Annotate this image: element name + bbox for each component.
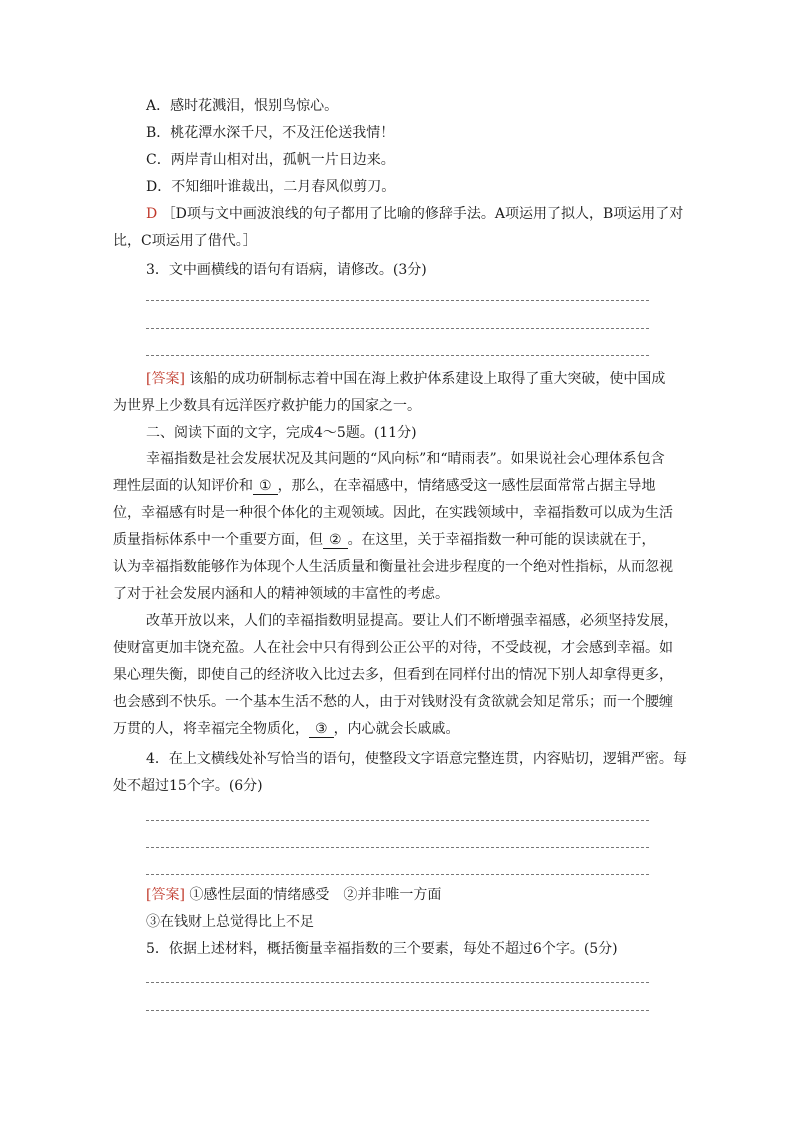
passage-text: 理性层面的认知评价和 [113,478,253,494]
passage-text: ，那么，在幸福感中，情绪感受这一感性层面常常占据主导地 [277,478,656,494]
blank-2: ② [323,532,348,549]
q2-answer-letter: D [146,206,158,222]
passage-p1-line5: 认为幸福指数能够作为体现个人生活质量和衡量社会进步程度的一个绝对性指标，从而忽视 [113,559,673,575]
q4-answer-line2: ③在钱财上总觉得比上不足 [146,914,314,930]
q5-prompt: 5．依据上述材料，概括衡量幸福指数的三个要素，每处不超过6个字。(5分) [146,941,618,957]
option-b: B．桃花潭水深千尺，不及汪伦送我情！ [146,125,395,141]
q2-answer-line2: 比，C项运用了借代。］ [113,233,257,249]
passage-text: 。在这里，关于幸福指数一种可能的误读就在于， [347,532,656,548]
answer-line [146,982,649,983]
q3-answer-line2: 为世界上少数具有远洋医疗救护能力的国家之一。 [113,398,421,414]
q2-answer-explanation: ［D项与文中画波浪线的句子都用了比喻的修辞手法。A项运用了拟人，B项运用了对 [161,206,684,222]
answer-line [146,847,649,848]
q4-prompt-line2: 处不超过15个字。(6分) [113,778,263,794]
option-d: D．不知细叶谁裁出，二月春风似剪刀。 [146,179,396,195]
q3-prompt: 3．文中画横线的语句有语病，请修改。(3分) [146,262,427,278]
blank-3: ③ [309,721,334,738]
option-c: C．两岸青山相对出，孤帆一片日边来。 [146,152,395,168]
passage-text: ，内心就会长戚戚。 [333,721,460,737]
answer-line [146,300,649,301]
q3-answer-text: 该船的成功研制标志着中国在海上救护体系建设上取得了重大突破，使中国成 [189,371,666,387]
q2-answer-line1 [146,204,683,224]
passage-p2-line4: 也会感到不快乐。一个基本生活不愁的人，由于对钱财没有贪欲就会知足常乐；而一个腰缠 [113,694,673,710]
passage-p2-line2: 使财富更加丰饶充盈。人在社会中只有得到公正公平的对待，不受歧视，才会感到幸福。如 [113,640,673,656]
answer-line [146,874,649,875]
answer-tag: [答案] [146,371,185,387]
q4-answer-line1 [146,885,441,905]
answer-line [146,328,649,329]
answer-line [146,820,649,821]
blank-1: ① [253,478,278,495]
q4-prompt-line1: 4．在上文横线处补写恰当的语句，使整段文字语意完整连贯，内容贴切，逻辑严密。每 [146,751,687,767]
answer-line [146,1010,649,1011]
section-heading: 二、阅读下面的文字，完成4～5题。(11分) [146,425,417,441]
answer-line [146,355,649,356]
passage-p1-line6: 了对于社会发展内涵和人的精神领域的丰富性的考虑。 [113,586,449,602]
answer-tag: [答案] [146,887,185,903]
passage-text: 万贯的人，将幸福完全物质化， [113,721,309,737]
passage-text: 质量指标体系中一个重要方面，但 [113,532,323,548]
passage-p2-line1: 改革开放以来，人们的幸福指数明显提高。要让人们不断增强幸福感，必须坚持发展， [146,613,678,629]
passage-p1-line1: 幸福指数是社会发展状况及其问题的“风向标”和“晴雨表”。如果说社会心理体系包含 [146,451,665,467]
passage-p1-line2 [113,476,656,496]
passage-p2-line5 [113,719,460,739]
q4-answer-text: ①感性层面的情绪感受 ②并非唯一方面 [189,887,442,903]
option-a: A．感时花溅泪，恨别鸟惊心。 [146,98,339,114]
passage-p2-line3: 果心理失衡，即使自己的经济收入比过去多，但看到在同样付出的情况下别人却拿得更多， [113,667,673,683]
passage-p1-line3: 位，幸福感有时是一种很个体化的主观领域。因此，在实践领域中，幸福指数可以成为生活 [113,505,673,521]
passage-p1-line4 [113,530,656,550]
q3-answer-line1 [146,369,665,389]
